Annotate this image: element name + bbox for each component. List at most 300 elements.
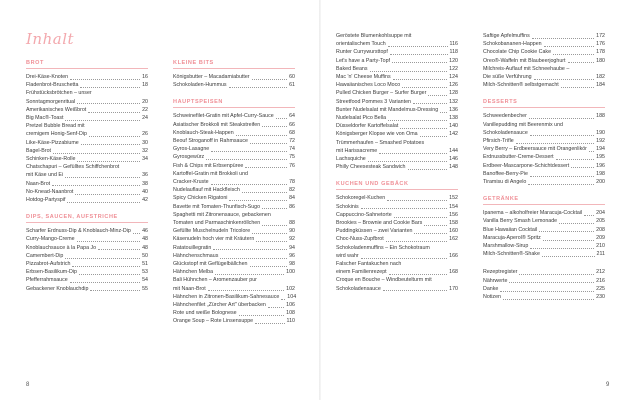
entry-page-number: 124 [449,74,458,81]
entry-title: Bagel-Brot [26,147,52,154]
entry-page-number: 94 [289,244,295,251]
toc-entry[interactable] [483,73,605,81]
toc-section [336,181,458,292]
entry-page-number: 156 [449,211,458,218]
entry-page-number: 136 [449,106,458,113]
toc-entry[interactable] [173,162,295,170]
toc-entry[interactable] [173,178,295,186]
entry-page-number: 42 [142,197,148,204]
toc-entry[interactable] [483,40,605,48]
dot-leader [379,153,447,154]
dot-leader [262,126,287,127]
entry-title: Drei-Käse-Knoten [26,74,69,80]
toc-section [336,32,458,171]
dot-leader [133,233,140,234]
section-heading: KUCHEN UND GEBÄCK [336,181,458,190]
toc-entry[interactable] [336,65,458,73]
toc-entry[interactable] [483,162,605,170]
entry-title: Schokoladenmuffins – Ein Schokotraum [336,244,430,251]
page-number-left: 8 [26,382,30,388]
toc-entry[interactable] [26,122,148,130]
toc-entry[interactable] [336,130,458,138]
toc-entry[interactable] [173,260,295,268]
toc-section [26,60,148,204]
toc-entry[interactable] [483,209,605,217]
entry-title: Spicy Chicken Rigatoni [173,195,228,202]
toc-entry[interactable] [173,309,295,317]
entry-title: Pretzel Bubble Bread mit [26,123,85,130]
toc-entry[interactable] [173,137,295,145]
toc-entry[interactable] [336,89,458,97]
toc-entry[interactable] [173,285,295,293]
section-heading: HAUPTSPEISEN [173,99,295,108]
entry-title: einem Familienrezept [336,269,387,276]
toc-entry[interactable] [26,73,148,81]
entry-title: Ipanema – alkoholfreier Maracuja-Cocktail [483,210,583,217]
dot-leader [390,54,448,55]
toc-entry[interactable] [336,260,458,268]
toc-entry[interactable] [336,98,458,106]
entry-page-number: 26 [142,131,148,138]
toc-entry[interactable] [26,171,148,179]
dot-leader [255,323,284,324]
toc-entry[interactable] [483,57,605,65]
toc-entry[interactable] [26,235,148,243]
entry-page-number: 172 [596,33,605,39]
toc-entry[interactable] [336,268,458,276]
toc-entry[interactable] [26,180,148,188]
toc-entry[interactable] [336,73,458,81]
toc-entry[interactable] [26,268,148,276]
entry-title: Pulled Chicken Burger – Surfer Burger [336,90,427,97]
entry-title: Camembert-Dip [26,252,64,259]
entry-title: Notizen [483,294,501,301]
entry-title: Vanillepudding mit Beerenmix und [483,121,563,128]
dot-leader [534,79,595,80]
section-heading: BROT [26,60,148,69]
entry-title: Trümmerhaufen – Smashed Potatoes [336,139,425,146]
toc-entry[interactable] [336,32,458,40]
toc-entry[interactable] [26,114,148,122]
entry-title: Schokoladen-Hummus [173,82,227,89]
dot-leader [519,274,594,275]
page-gutter [319,0,321,400]
toc-entry[interactable] [336,57,458,65]
toc-section [483,32,605,89]
dot-leader [89,136,140,137]
toc-section [173,99,295,325]
toc-entry[interactable] [26,147,148,155]
page-number-right: 9 [606,382,610,388]
dot-leader [239,315,285,316]
dot-leader [568,62,595,63]
entry-title: Gefüllte Muschelnudeln Tricolore [173,228,251,235]
entry-page-number: 48 [142,244,148,251]
dot-leader [500,291,594,292]
toc-entry[interactable] [336,219,458,227]
entry-page-number: 138 [449,115,458,122]
toc-entry[interactable] [483,145,605,153]
toc-entry[interactable] [173,301,295,309]
dot-leader [53,153,140,154]
entry-page-number: 34 [142,156,148,163]
dot-leader [389,274,448,275]
dot-leader [245,167,287,168]
entry-page-number: 225 [596,285,605,292]
entry-title: Die süße Verführung [483,74,532,81]
entry-title: Sonntagmorgenritual [26,98,76,105]
toc-entry[interactable] [173,235,295,243]
entry-title: Chatschapuri – Gefülltes Schiffchenbrot [26,164,120,171]
dot-leader [553,54,594,55]
dot-leader [79,274,140,275]
dot-leader [424,225,447,226]
dot-leader [98,249,140,250]
entry-page-number: 211 [596,251,605,258]
dot-leader [543,240,594,241]
entry-title: Schweinefilet-Gratin mit Apfel-Curry-Sauce [173,113,274,120]
entry-page-number: 54 [142,277,148,284]
entry-page-number: 184 [596,82,605,89]
entry-title: Erdnussbutter-Creme-Dessert [483,154,554,161]
entry-title: orientalischem Touch [336,41,386,48]
toc-entry[interactable] [26,260,148,268]
toc-section [483,196,605,258]
dot-leader [542,256,595,257]
entry-page-number: 200 [596,179,605,186]
dot-leader [70,79,140,80]
entry-title: Marshmallow-Sirup [483,243,529,250]
toc-entry[interactable] [483,112,605,120]
entry-title: Mac 'n' Cheese Muffins [336,74,391,81]
toc-entry[interactable] [26,130,148,138]
dot-leader [539,231,594,232]
toc-entry[interactable] [26,285,148,293]
toc-entry[interactable] [173,219,295,227]
entry-page-number: 110 [286,318,295,325]
dot-leader [215,274,284,275]
entry-title: Geröstete Blumenkohlsuppe mit [336,33,412,39]
entry-page-number: 40 [142,188,148,195]
toc-entry[interactable] [173,317,295,325]
dot-leader [361,208,447,209]
dot-leader [90,290,140,291]
entry-title: Hotdog-Partyspif [26,197,66,204]
entry-title: Bunter Nudelsalat mit Mandelmus-Dressing [336,106,439,113]
toc-entry[interactable] [336,139,458,147]
dot-leader [387,200,447,201]
dot-leader [414,233,447,234]
toc-entry[interactable] [483,129,605,137]
entry-title: Bavette mit Tomaten-Thunfisch-Sugo [173,203,261,210]
entry-title: No-Knead-Naanbrot [26,188,74,195]
entry-page-number: 30 [142,139,148,146]
toc-entry[interactable] [483,32,605,40]
entry-page-number: 60 [289,74,295,80]
toc-entry[interactable] [483,121,605,129]
entry-page-number: 48 [142,236,148,243]
dot-leader [268,307,284,308]
entry-title: Schokoladensauce [336,285,381,292]
toc-entry[interactable] [173,81,295,89]
entry-page-number: 120 [449,57,458,64]
toc-entry[interactable] [483,153,605,161]
toc-entry[interactable] [336,40,458,48]
entry-title: Philly Cheesesteak Sandwich [336,164,406,171]
entry-page-number: 170 [449,285,458,292]
dot-leader [370,71,448,72]
entry-title: Hähnchenschmaus [173,252,219,259]
entry-title: Schokobananen-Happen [483,41,542,48]
dot-leader [206,159,287,160]
toc-entry[interactable] [483,170,605,178]
toc-entry[interactable] [26,89,148,97]
entry-title: Fladenbrot-Bruschetta [26,82,79,89]
dot-leader [256,241,287,242]
toc-entry[interactable] [173,145,295,153]
toc-entry[interactable] [336,48,458,56]
entry-title: Fish & Chips mit Erbsenpüree [173,162,244,169]
entry-page-number: 82 [289,187,295,194]
dot-leader [281,299,285,300]
toc-entry[interactable] [483,293,605,301]
toc-entry[interactable] [173,293,295,301]
toc-entry[interactable] [336,122,458,130]
dot-leader [532,38,594,39]
toc-entry[interactable] [26,163,148,171]
toc-entry[interactable] [336,203,458,211]
entry-page-number: 148 [449,164,458,171]
dot-leader [252,79,288,80]
entry-page-number: 20 [142,98,148,105]
toc-column-4 [483,32,605,311]
toc-entry[interactable] [173,121,295,129]
toc-entry[interactable] [173,170,295,178]
dot-leader [393,79,448,80]
entry-title: Frühstücksbrötchen – unser [26,90,92,97]
dot-leader [392,62,447,63]
entry-page-number: 88 [289,220,295,227]
toc-entry[interactable] [483,277,605,285]
toc-entry[interactable] [173,186,295,194]
toc-entry[interactable] [483,226,605,234]
toc-entry[interactable] [336,147,458,155]
entry-page-number: 146 [449,156,458,163]
entry-title: Blue Hawaiian Cocktail [483,226,538,233]
toc-entry[interactable] [26,81,148,89]
entry-title: Saftige Apfelmuffins [483,33,530,39]
toc-entry[interactable] [336,244,458,252]
dot-leader [80,87,140,88]
entry-title: Milchreis-Auflauf mit Schneehaube – [483,65,570,72]
toc-entry[interactable] [26,227,148,235]
entry-page-number: 98 [289,261,295,268]
toc-entry[interactable] [336,252,458,260]
toc-column-1 [26,60,148,303]
entry-page-number: 132 [449,98,458,105]
entry-title: Hähnchen Melba [173,269,214,276]
entry-page-number: 22 [142,106,148,113]
entry-page-number: 152 [449,195,458,202]
entry-page-number: 51 [142,261,148,268]
toc-entry[interactable] [173,227,295,235]
toc-entry[interactable] [336,155,458,163]
entry-page-number: 210 [596,243,605,250]
toc-entry[interactable] [336,227,458,235]
entry-title: Cracker-Kruste [173,179,209,186]
entry-title: Hähnchenfilet „Zürcher Art" überbacken [173,302,266,309]
entry-title: Big Mac®-Toast [26,115,64,122]
entry-title: Croque en Bouche – Windbeutelturm mit [336,277,432,284]
toc-entry[interactable] [173,276,295,284]
toc-entry[interactable] [173,268,295,276]
toc-entry[interactable] [173,112,295,120]
toc-entry[interactable] [26,139,148,147]
toc-title: Inhalt [26,30,75,48]
toc-entry[interactable] [26,244,148,252]
toc-entry[interactable] [336,194,458,202]
toc-entry[interactable] [336,285,458,293]
toc-section [173,60,295,89]
toc-entry[interactable] [483,268,605,276]
dot-leader [529,118,594,119]
entry-title: Orange Soup – Rote Linsensuppe [173,318,254,325]
entry-page-number: 180 [596,57,605,64]
dot-leader [571,167,594,168]
toc-entry[interactable] [483,250,605,258]
toc-entry[interactable] [336,276,458,284]
toc-entry[interactable] [483,81,605,89]
toc-entry[interactable] [26,106,148,114]
entry-page-number: 140 [449,123,458,130]
dot-leader [70,282,140,283]
toc-entry[interactable] [26,98,148,106]
entry-title: cremigem Honig-Senf-Dip [26,131,87,138]
dot-leader [559,223,594,224]
toc-entry[interactable] [336,211,458,219]
dot-leader [388,46,448,47]
entry-page-number: 78 [289,179,295,186]
entry-page-number: 53 [142,269,148,276]
entry-title: Gyrosgewürz [173,154,205,161]
toc-entry[interactable] [483,48,605,56]
dot-leader [77,103,140,104]
toc-entry[interactable] [483,178,605,186]
entry-title: Chocolate Chip Cookie Cake [483,49,552,56]
dot-leader [220,258,287,259]
toc-entry[interactable] [173,129,295,137]
dot-leader [530,135,594,136]
toc-entry[interactable] [26,155,148,163]
dot-leader [75,194,140,195]
toc-entry[interactable] [173,244,295,252]
entry-page-number: 116 [449,41,458,48]
dot-leader [262,208,287,209]
entry-page-number: 66 [289,121,295,128]
dot-leader [544,46,595,47]
dot-leader [77,161,140,162]
dot-leader [65,177,140,178]
entry-page-number: 50 [142,252,148,259]
entry-title: mit Harissacreme [336,147,378,154]
entry-title: mit Käse und Ei [26,172,64,179]
toc-entry[interactable] [26,196,148,204]
toc-entry[interactable] [173,203,295,211]
entry-title: Königsbutter – Macadamiabutter [173,74,250,80]
toc-entry[interactable] [483,234,605,242]
entry-title: Pizzabrot-Aufstrich [26,261,71,268]
toc-entry[interactable] [173,194,295,202]
toc-entry[interactable] [26,252,148,260]
entry-title: wird wahr [336,252,359,259]
entry-title: Nudelsalat Pico Bella [336,115,387,122]
entry-page-number: 195 [596,154,605,161]
toc-entry[interactable] [483,217,605,225]
entry-page-number: 176 [596,41,605,48]
toc-entry[interactable] [336,106,458,114]
toc-column-3 [336,32,458,303]
toc-entry[interactable] [173,252,295,260]
dot-leader [211,184,287,185]
entry-title: Hawaiianisches Loco Moco [336,82,401,89]
entry-title: Milch-Schnitten®-Shake [483,251,540,258]
entry-page-number: 216 [596,277,605,284]
toc-entry[interactable] [336,235,458,243]
toc-entry[interactable] [173,73,295,81]
entry-page-number: 24 [142,115,148,122]
entry-page-number: 86 [289,203,295,210]
entry-page-number: 142 [449,131,458,138]
toc-entry[interactable] [173,153,295,161]
toc-entry[interactable] [173,211,295,219]
dot-leader [386,241,447,242]
entry-title: Gyros-Lasagne [173,146,210,153]
toc-entry[interactable] [483,65,605,73]
toc-entry[interactable] [336,163,458,171]
entry-title: mit Naan-Brot [173,285,206,292]
entry-title: Beouf Stroganoff in Rahmsauce [173,138,248,145]
toc-entry[interactable] [336,81,458,89]
entry-page-number: 198 [596,170,605,177]
entry-title: Spaghetti mit Zitronensauce, gebackenen [173,211,271,218]
entry-page-number: 18 [142,82,148,89]
entry-page-number: 61 [289,82,295,89]
section-heading: GETRÄNKE [483,196,605,205]
toc-entry[interactable] [26,188,148,196]
entry-title: Königsberger Klopse wie von Oma [336,131,418,138]
entry-page-number: 128 [449,90,458,97]
toc-entry[interactable] [336,114,458,122]
entry-page-number: 160 [449,228,458,235]
entry-page-number: 102 [286,285,295,292]
entry-title: Banoffee-Berry-Pie [483,170,528,177]
entry-title: Scharfer Erdnuss-Dip & Knoblauch-Minz-Dip [26,228,131,235]
dot-leader [250,266,288,267]
entry-title: Baked Beans [336,65,368,72]
entry-page-number: 166 [449,252,458,259]
dot-leader [229,200,287,201]
entry-page-number: 122 [449,65,458,72]
toc-entry[interactable] [26,276,148,284]
entry-title: Falscher Fantakuchen nach [336,261,402,268]
toc-entry[interactable] [483,242,605,250]
dot-leader [402,87,447,88]
dot-leader [589,151,594,152]
entry-title: Let's have a Party-Topf [336,57,391,64]
toc-entry[interactable] [483,285,605,293]
toc-entry[interactable] [483,137,605,145]
entry-title: Amerikanisches Weißbrot [26,106,87,113]
